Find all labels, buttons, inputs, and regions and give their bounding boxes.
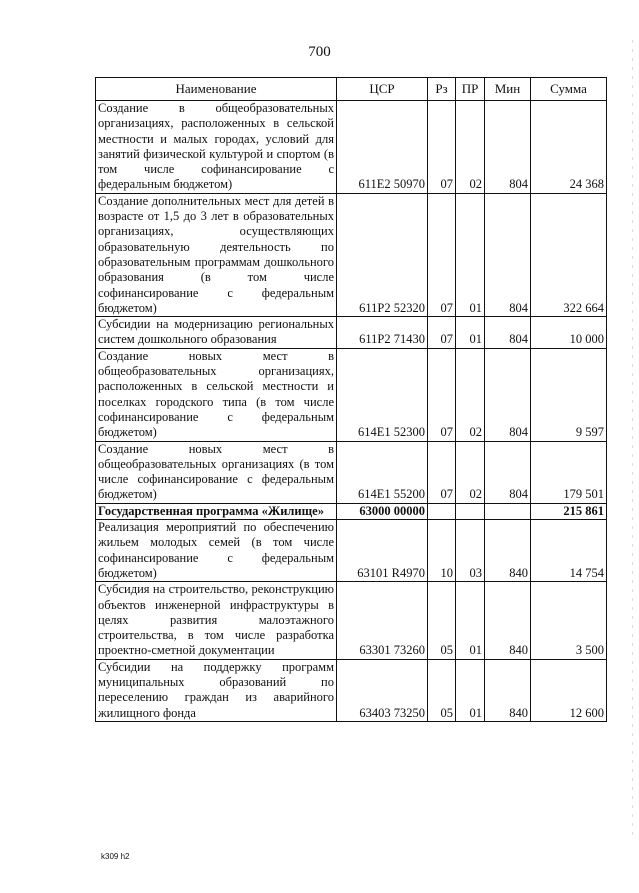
row-name-cell: Реализация мероприятий по обеспечению жильем молодых семей (в том числе софинансирование с федеральным бюджетом): [96, 520, 337, 582]
row-rz-cell: 05: [428, 582, 456, 659]
row-pr-cell: 01: [456, 193, 485, 316]
row-pr-cell: 03: [456, 520, 485, 582]
row-sum-cell: 12 600: [531, 659, 607, 721]
row-csr-cell: 63101 R4970: [337, 520, 428, 582]
row-csr-cell: 63000 00000: [337, 503, 428, 519]
row-name-cell: Создание в общеобразовательных организациях, расположенных в сельской местности и малых городах, условий для занятий физической культурой и спортом (в том числе софинансирование с федеральным бюджетом): [96, 101, 337, 194]
row-min-cell: [485, 503, 531, 519]
row-rz-cell: 07: [428, 101, 456, 194]
row-csr-cell: 614E1 55200: [337, 441, 428, 503]
table-row: [96, 659, 607, 721]
row-pr-cell: 02: [456, 441, 485, 503]
row-min-cell: 804: [485, 317, 531, 349]
header-pr: ПР: [456, 78, 485, 101]
header-rz: Рз: [428, 78, 456, 101]
row-pr-cell: 02: [456, 348, 485, 441]
table-row: [96, 582, 607, 659]
page-number: 700: [308, 44, 331, 60]
row-min-cell: 840: [485, 582, 531, 659]
row-min-cell: 840: [485, 520, 531, 582]
row-min-cell: 804: [485, 101, 531, 194]
row-sum-cell: 322 664: [531, 193, 607, 316]
row-csr-cell: 63403 73250: [337, 659, 428, 721]
row-sum-cell: 179 501: [531, 441, 607, 503]
row-rz-cell: [428, 503, 456, 519]
row-rz-cell: 07: [428, 348, 456, 441]
header-sum: Сумма: [531, 78, 607, 101]
table-row: [96, 193, 607, 316]
row-csr-cell: 611E2 50970: [337, 101, 428, 194]
row-name-cell: Субсидия на строительство, реконструкцию объектов инженерной инфраструктуры в целях развития малоэтажного строительства, в том числе разработка проектно-сметной документации: [96, 582, 337, 659]
row-csr-cell: 614E1 52300: [337, 348, 428, 441]
row-pr-cell: [456, 503, 485, 519]
footer-code: k309 h2: [101, 852, 130, 861]
row-pr-cell: 01: [456, 317, 485, 349]
row-min-cell: 804: [485, 193, 531, 316]
row-csr-cell: 63301 73260: [337, 582, 428, 659]
row-name-cell: Государственная программа «Жилище»: [96, 503, 337, 519]
row-csr-cell: 611P2 52320: [337, 193, 428, 316]
row-rz-cell: 07: [428, 317, 456, 349]
table-row: [96, 317, 607, 349]
table-row: [96, 520, 607, 582]
row-sum-cell: 24 368: [531, 101, 607, 194]
row-min-cell: 840: [485, 659, 531, 721]
row-rz-cell: 10: [428, 520, 456, 582]
row-name-cell: Создание дополнительных мест для детей в возрасте от 1,5 до 3 лет в образовательных организациях, осуществляющих образовательную деятельность по образовательным программам дошкольного образования (в том числе софинансирование с федеральным бюджетом): [96, 193, 337, 316]
budget-table: [95, 77, 607, 722]
row-rz-cell: 05: [428, 659, 456, 721]
row-sum-cell: 9 597: [531, 348, 607, 441]
header-min: Мин: [485, 78, 531, 101]
row-csr-cell: 611P2 71430: [337, 317, 428, 349]
row-rz-cell: 07: [428, 441, 456, 503]
row-min-cell: 804: [485, 441, 531, 503]
table-row: [96, 441, 607, 503]
header-csr: ЦСР: [337, 78, 428, 101]
row-min-cell: 804: [485, 348, 531, 441]
row-sum-cell: 3 500: [531, 582, 607, 659]
row-name-cell: Создание новых мест в общеобразовательных организациях, расположенных в сельской местности и поселках городского типа (в том числе софинансирование с федеральным бюджетом): [96, 348, 337, 441]
table-header-row: [96, 78, 607, 101]
header-name: Наименование: [96, 78, 337, 101]
row-pr-cell: 01: [456, 659, 485, 721]
scan-edge-noise: [632, 40, 633, 840]
row-pr-cell: 01: [456, 582, 485, 659]
table-row: [96, 348, 607, 441]
table-row: [96, 503, 607, 519]
row-sum-cell: 215 861: [531, 503, 607, 519]
table-row: [96, 101, 607, 194]
row-sum-cell: 10 000: [531, 317, 607, 349]
row-name-cell: Субсидии на поддержку программ муниципальных образований по переселению граждан из аварийного жилищного фонда: [96, 659, 337, 721]
row-pr-cell: 02: [456, 101, 485, 194]
row-rz-cell: 07: [428, 193, 456, 316]
row-name-cell: Создание новых мест в общеобразовательных организациях (в том числе софинансирование с федеральным бюджетом): [96, 441, 337, 503]
row-name-cell: Субсидии на модернизацию региональных систем дошкольного образования: [96, 317, 337, 349]
row-sum-cell: 14 754: [531, 520, 607, 582]
